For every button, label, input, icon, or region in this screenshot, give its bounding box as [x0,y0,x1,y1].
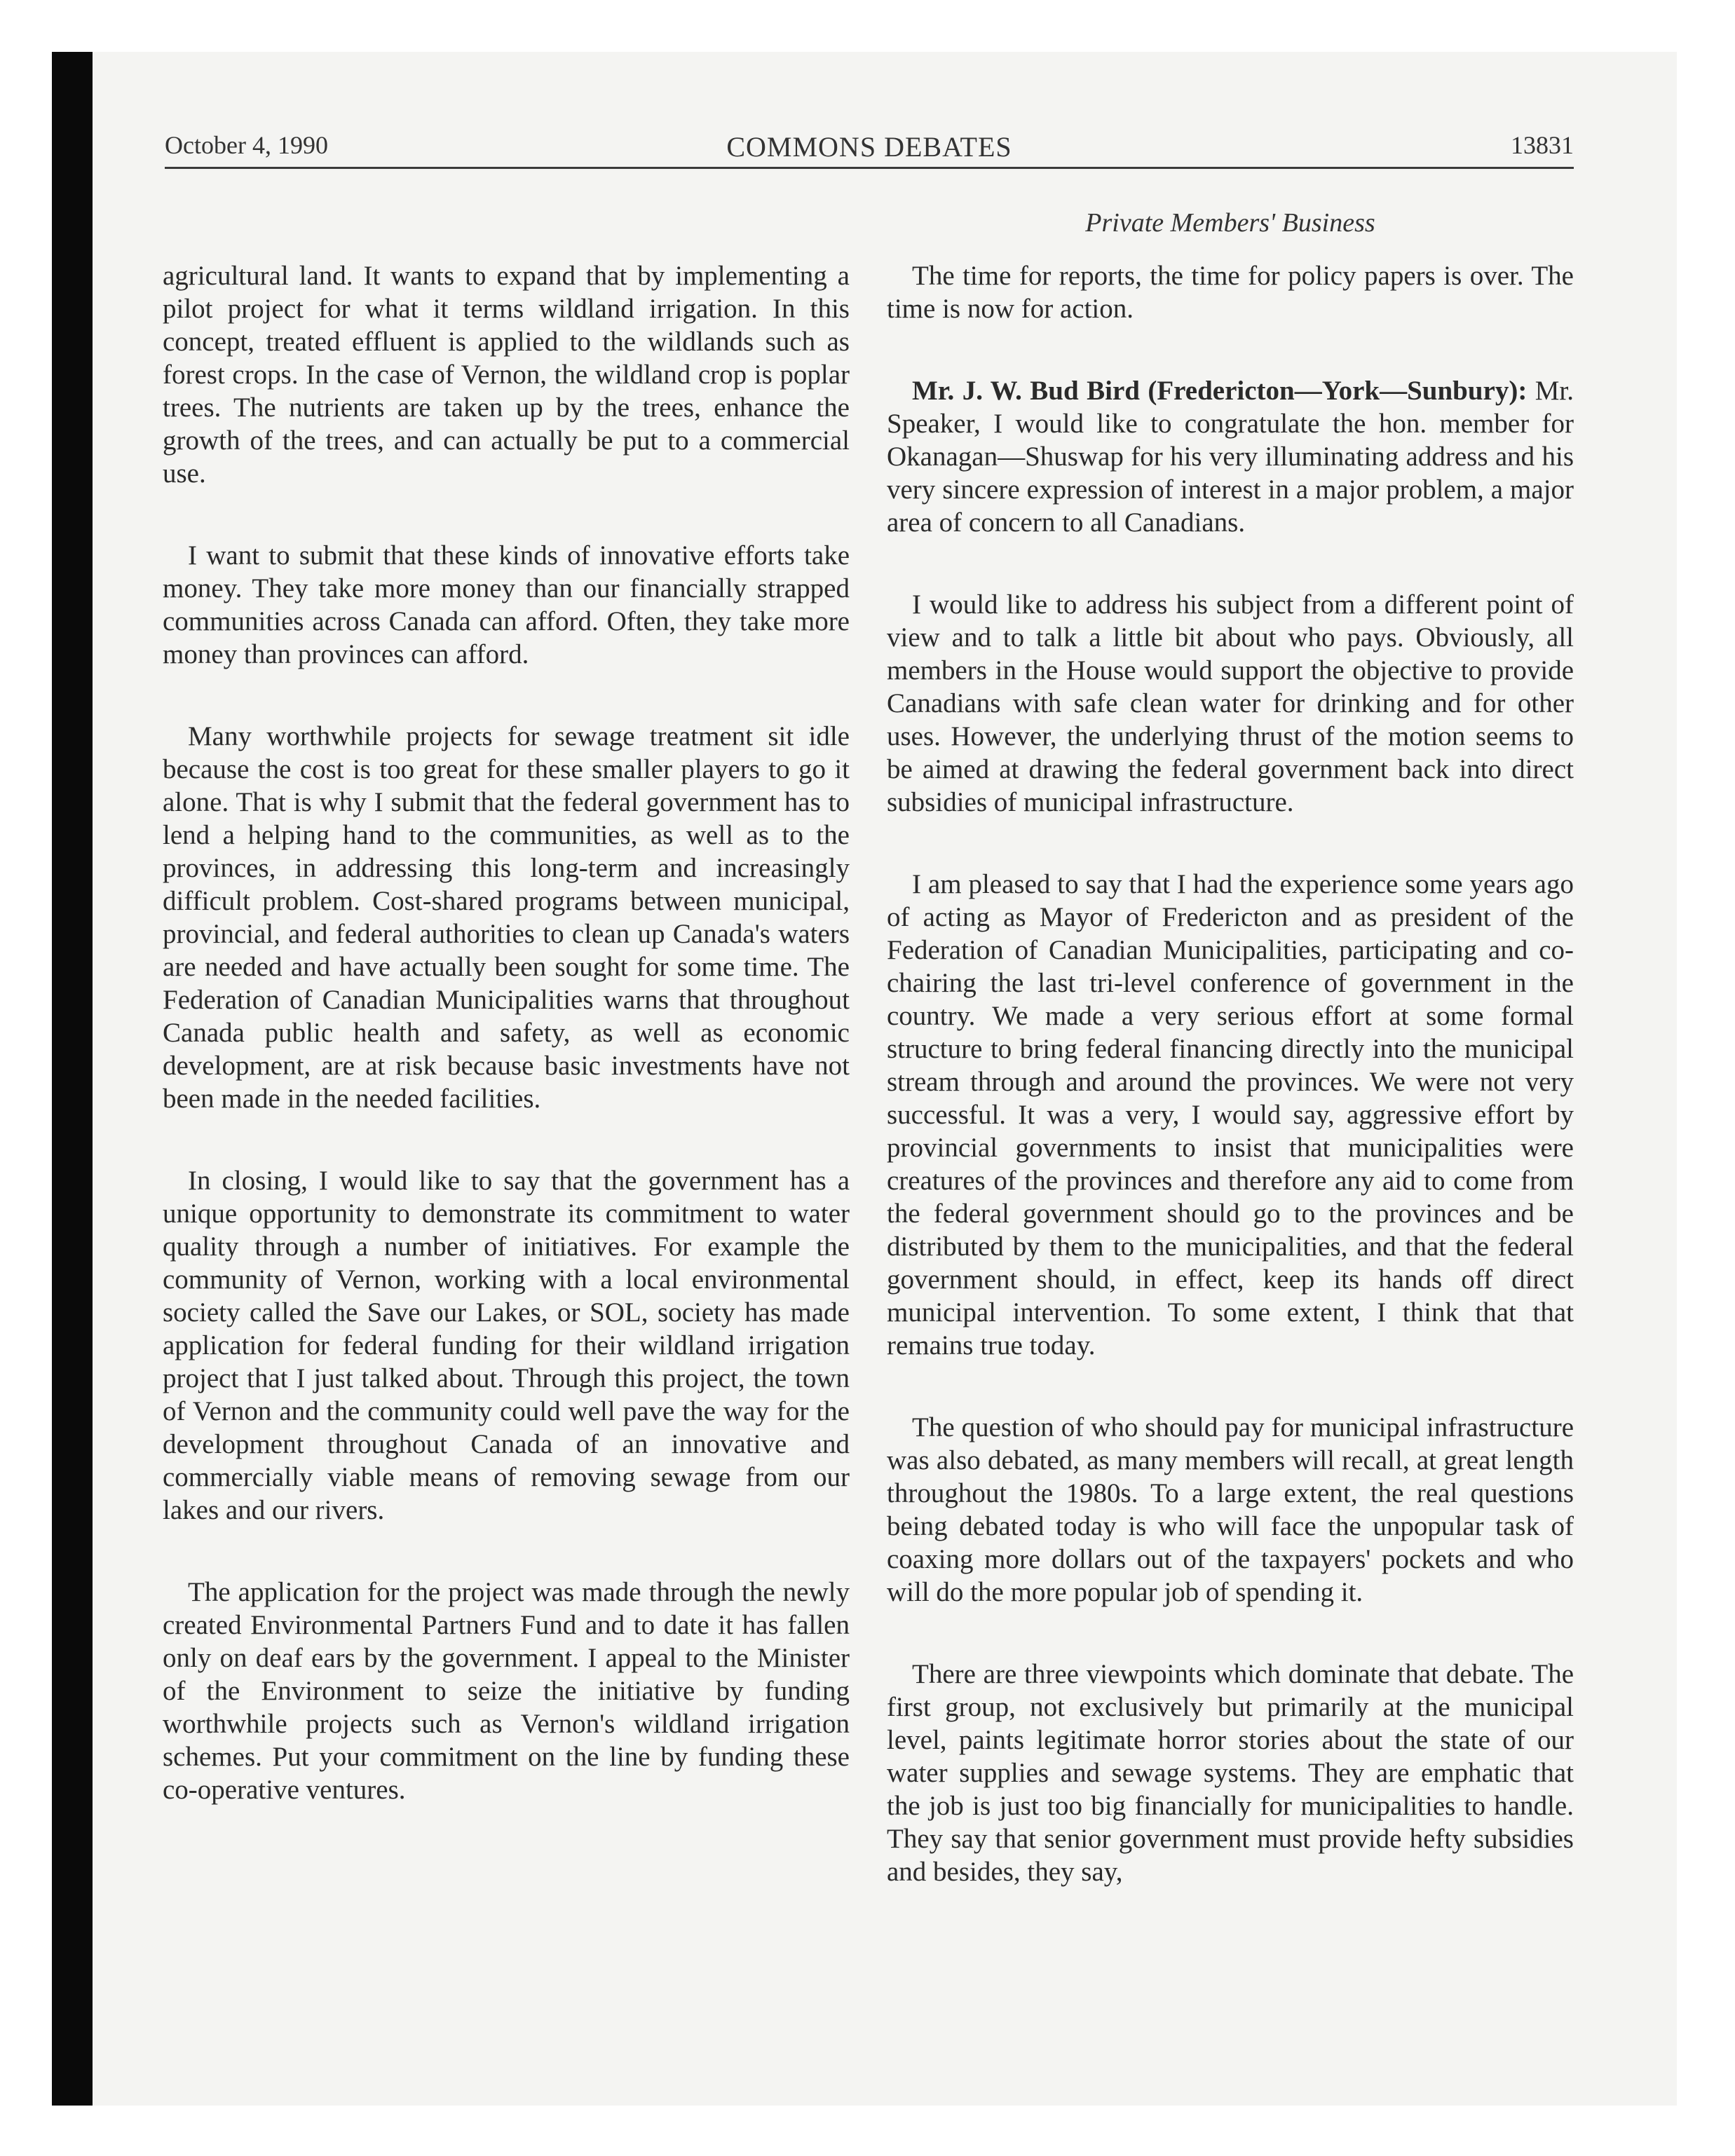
section-heading: Private Members' Business [1085,208,1375,238]
paragraph: The time for reports, the time for policy papers is over. The time is now for action. [887,261,1574,324]
speaker-paragraph [887,374,1574,539]
paragraph: I want to submit that these kinds of innovative efforts take money. They take more money than our financially strapped communities across Canada can afford. Often, they take more money than provinces can afford. [163,540,850,669]
header-date: October 4, 1990 [165,131,328,159]
paragraph: The question of who should pay for municipal infrastructure was also debated, as many members will recall, at great length throughout the 1980s. To a large extent, the real questions being debated today is who will face the unpopular task of coaxing more dollars out of the taxpayers' pockets and who will do the more popular job of spending it. [887,1412,1574,1607]
paragraph: agricultural land. It wants to expand that by implementing a pilot project for what it terms wildland irrigation. In this concept, treated effluent is applied to the wildlands such as forest crops. In the case of Vernon, the wildland crop is poplar trees. The nutrients are taken up by the trees, enhance the growth of the trees, and can actually be put to a commercial use. [163,261,850,489]
paragraph: There are three viewpoints which dominate that debate. The first group, not exclusively but primarily at the municipal level, paints legitimate horror stories about the state of our water supplies and sewage systems. They are emphatic that the job is just too big financially for municipalities to handle. They say that senior government must provide hefty subsidies and besides, they say, [887,1659,1574,1887]
running-header [165,128,1574,169]
paragraph: I would like to address his subject from a different point of view and to talk a little bit about who pays. Obviously, all members in the House would support the objective to provide Canadians with safe clean water for drinking and for other uses. However, the underlying thrust of the motion seems to be aimed at drawing the federal government back into direct subsidies of municipal infrastructure. [887,589,1574,817]
scan-edge [52,52,93,2106]
paragraph: In closing, I would like to say that the government has a unique opportunity to demonstrate its commitment to water quality through a number of initiatives. For example the community of Vernon, working with a local environmental society called the Save our Lakes, or SOL, society has made application for federal funding for their wildland irrigation project that I just talked about. Through this project, the town of Vernon and the community could well pave the way for the development throughout Canada of an innovative and commercially viable means of removing sewage from our lakes and our rivers. [163,1166,850,1525]
speaker-name: Mr. J. W. Bud Bird (Fredericton—York—Sunbury): [912,376,1528,406]
paragraph: The application for the project was made through the newly created Environmental Partners Fund and to date it has fallen only on deaf ears by the government. I appeal to the Minister of the Environment to seize the initiative by funding worthwhile projects such as Vernon's wildland irrigation schemes. Put your commitment on the line by funding these co-operative ventures. [163,1577,850,1805]
left-column [163,259,850,1855]
header-title: COMMONS DEBATES [726,131,1012,163]
paragraph: Many worthwhile projects for sewage treatment sit idle because the cost is too great for these smaller players to go it alone. That is why I submit that the federal government has to lend a helping hand to the communities, as well as to the provinces, in addressing this long-term and increasingly difficult problem. Cost-shared programs between municipal, provincial, and federal authorities to clean up Canada's waters are needed and have actually been sought for some time. The Federation of Canadian Municipalities warns that throughout Canada public health and safety, as well as economic development, are at risk because basic investments have not been made in the needed facilities. [163,721,850,1114]
right-column [887,259,1574,1937]
page-number: 13831 [1511,131,1574,159]
paragraph: I am pleased to say that I had the experience some years ago of acting as Mayor of Fredericton and as president of the Federation of Canadian Municipalities, participating and co-chairing the last tri-level conference of government in the country. We made a very serious effort at some formal structure to bring federal financing directly into the municipal stream through and around the provinces. We were not very successful. It was a very, I would say, aggressive effort by provincial governments to insist that municipalities were creatures of the provinces and therefore any aid to come from the federal government should go to the provinces and be distributed by them to the municipalities, and that the federal government should, in effect, keep its hands off direct municipal intervention. To some extent, I think that that remains true today. [887,869,1574,1360]
speaker-text: Mr. Speaker, I would like to congratulate the hon. member for Okanagan—Shuswap for his very illuminating address and his very sincere expression of interest in a major problem, a major area of concern to all Canadians. [887,376,1574,538]
